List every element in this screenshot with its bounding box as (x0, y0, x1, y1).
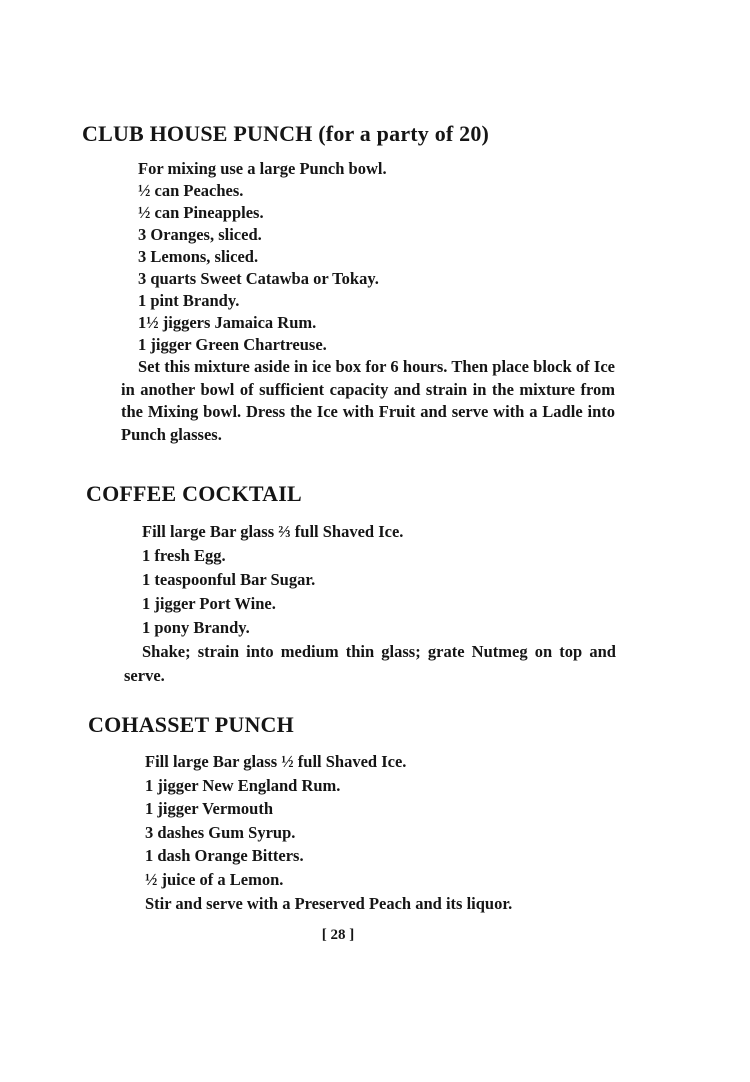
ingredient-line: For mixing use a large Punch bowl. (138, 159, 387, 178)
ingredient-line: 1 fresh Egg. (142, 546, 226, 565)
ingredient-line: 3 Oranges, sliced. (138, 225, 262, 244)
recipe-title (0, 120, 750, 148)
recipe-title-text: COHASSET PUNCH (88, 712, 294, 737)
ingredient-line: ½ can Peaches. (138, 181, 244, 200)
recipe-coffee-cocktail (0, 480, 750, 688)
ingredient-line: 3 Lemons, sliced. (138, 247, 259, 266)
ingredient-line: 1 dash Orange Bitters. (145, 846, 304, 866)
ingredient-line: 3 quarts Sweet Catawba or Tokay. (138, 269, 379, 288)
recipe-subtitle: (for a party of 20) (318, 121, 490, 146)
ingredient-line: ½ juice of a Lemon. (145, 869, 284, 889)
recipe-cohasset-punch (0, 711, 750, 915)
ingredient-line: 1½ jiggers Jamaica Rum. (138, 313, 317, 332)
recipe-club-house-punch (0, 120, 750, 446)
ingredient-line: ½ can Pineapples. (138, 203, 264, 222)
ingredient-list (0, 520, 750, 640)
ingredient-line: 1 jigger Port Wine. (142, 594, 276, 613)
ingredient-line: 1 pint Brandy. (138, 291, 240, 310)
ingredient-line: 1 jigger Green Chartreuse. (138, 335, 327, 354)
recipe-title-text: COFFEE COCKTAIL (86, 481, 302, 506)
recipe-instructions: Set this mixture aside in ice box for 6 hours. Then place block of Ice in another bowl of sufficient capacity and strain in the mixture from the Mixing bowl. Dress the Ice with Fruit and serve with a Ladle into Punch glasses. (121, 357, 615, 444)
ingredient-line: 1 jigger Vermouth (145, 799, 274, 819)
ingredient-line: 1 jigger New England Rum. (145, 775, 341, 795)
recipe-title (0, 711, 750, 739)
recipe-title (0, 480, 750, 508)
ingredient-line: 3 dashes Gum Syrup. (145, 822, 296, 842)
ingredient-list (0, 158, 750, 356)
ingredient-line: Fill large Bar glass ½ full Shaved Ice. (145, 752, 407, 771)
ingredient-line: Fill large Bar glass ⅔ full Shaved Ice. (142, 522, 404, 541)
recipe-instructions: Shake; strain into medium thin glass; grate Nutmeg on top and serve. (124, 642, 616, 685)
page-number: [ 28 ] (321, 927, 355, 943)
ingredient-list (0, 750, 750, 915)
ingredient-line: 1 pony Brandy. (142, 618, 250, 637)
recipe-title-text: CLUB HOUSE PUNCH (82, 121, 313, 146)
ingredient-line: Stir and serve with a Preserved Peach and its liquor. (145, 893, 513, 913)
ingredient-line: 1 teaspoonful Bar Sugar. (142, 570, 316, 589)
